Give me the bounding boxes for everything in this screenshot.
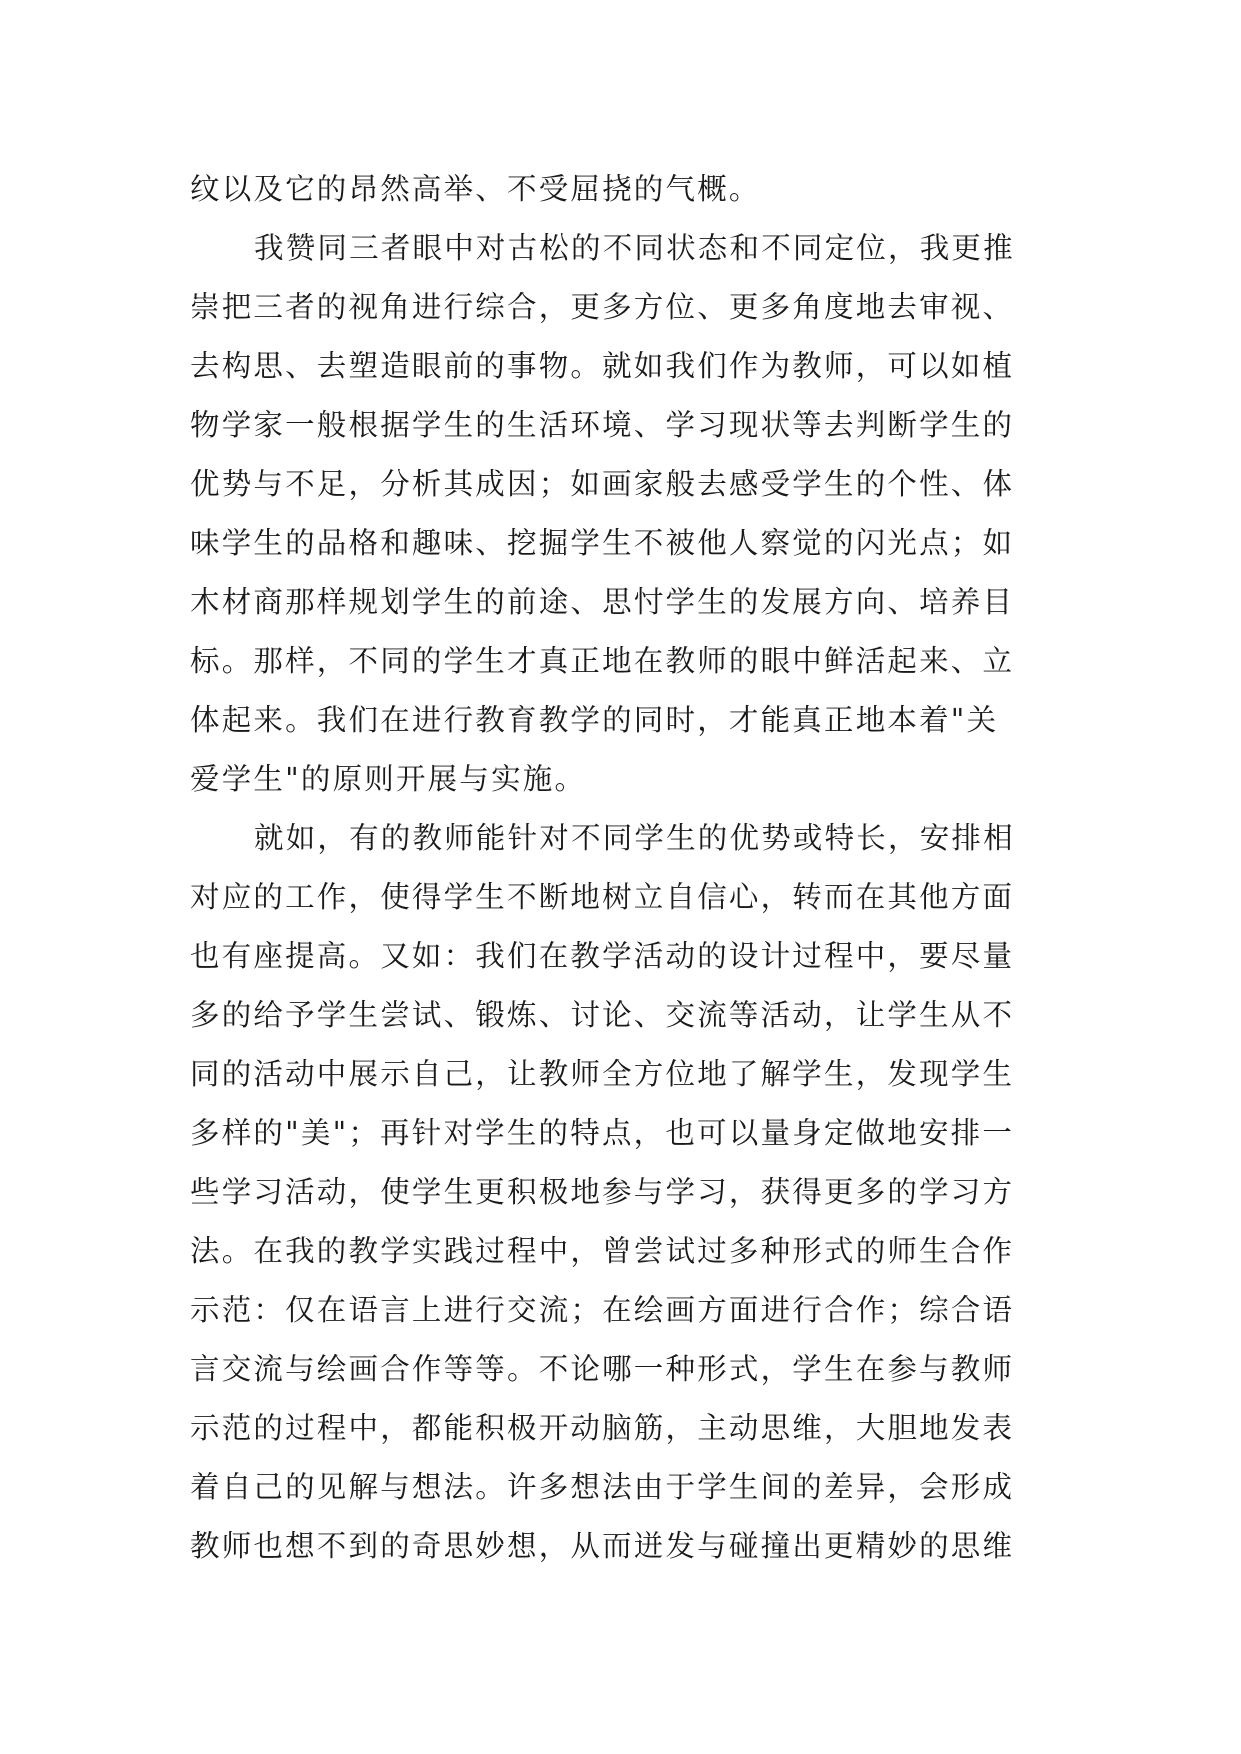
text-line: 木材商那样规划学生的前途、思忖学生的发展方向、培养目	[190, 585, 1015, 619]
text-line: 着自己的见解与想法。许多想法由于学生间的差异，会形成	[190, 1470, 1015, 1504]
text-line: 多样的"美"；再针对学生的特点，也可以量身定做地安排一	[190, 1116, 1015, 1150]
text-line: 也有座提高。又如：我们在教学活动的设计过程中，要尽量	[190, 939, 1015, 973]
text-line: 同的活动中展示自己，让教师全方位地了解学生，发现学生	[190, 1057, 1015, 1091]
text-line: 言交流与绘画合作等等。不论哪一种形式，学生在参与教师	[190, 1352, 1015, 1386]
text-line: 优势与不足，分析其成因；如画家般去感受学生的个性、体	[190, 467, 1015, 501]
text-line: 对应的工作，使得学生不断地树立自信心，转而在其他方面	[190, 880, 1015, 914]
text-line: 多的给予学生尝试、锻炼、讨论、交流等活动，让学生从不	[190, 998, 1015, 1032]
text-line: 示范的过程中，都能积极开动脑筋，主动思维，大胆地发表	[190, 1411, 1015, 1445]
text-line: 体起来。我们在进行教育教学的同时，才能真正地本着"关	[190, 703, 999, 737]
text-line: 法。在我的教学实践过程中，曾尝试过多种形式的师生合作	[190, 1234, 1015, 1268]
text-line: 崇把三者的视角进行综合，更多方位、更多角度地去审视、	[190, 290, 1015, 324]
paragraph-start-line: 我赞同三者眼中对古松的不同状态和不同定位，我更推	[254, 231, 1015, 265]
text-line: 教师也想不到的奇思妙想，从而迸发与碰撞出更精妙的思维	[190, 1529, 1015, 1563]
document-body	[190, 160, 1070, 1576]
text-line: 味学生的品格和趣味、挖掘学生不被他人察觉的闪光点；如	[190, 526, 1015, 560]
text-line: 去构思、去塑造眼前的事物。就如我们作为教师，可以如植	[190, 349, 1015, 383]
text-line: 纹以及它的昂然高举、不受屈挠的气概。	[190, 172, 761, 206]
text-line: 物学家一般根据学生的生活环境、学习现状等去判断学生的	[190, 408, 1015, 442]
paragraph-start-line: 就如，有的教师能针对不同学生的优势或特长，安排相	[254, 821, 1015, 855]
text-line: 爱学生"的原则开展与实施。	[190, 762, 587, 796]
text-line: 些学习活动，使学生更积极地参与学习，获得更多的学习方	[190, 1175, 1015, 1209]
text-line: 标。那样，不同的学生才真正地在教师的眼中鲜活起来、立	[190, 644, 1015, 678]
text-line: 示范：仅在语言上进行交流；在绘画方面进行合作；综合语	[190, 1293, 1015, 1327]
